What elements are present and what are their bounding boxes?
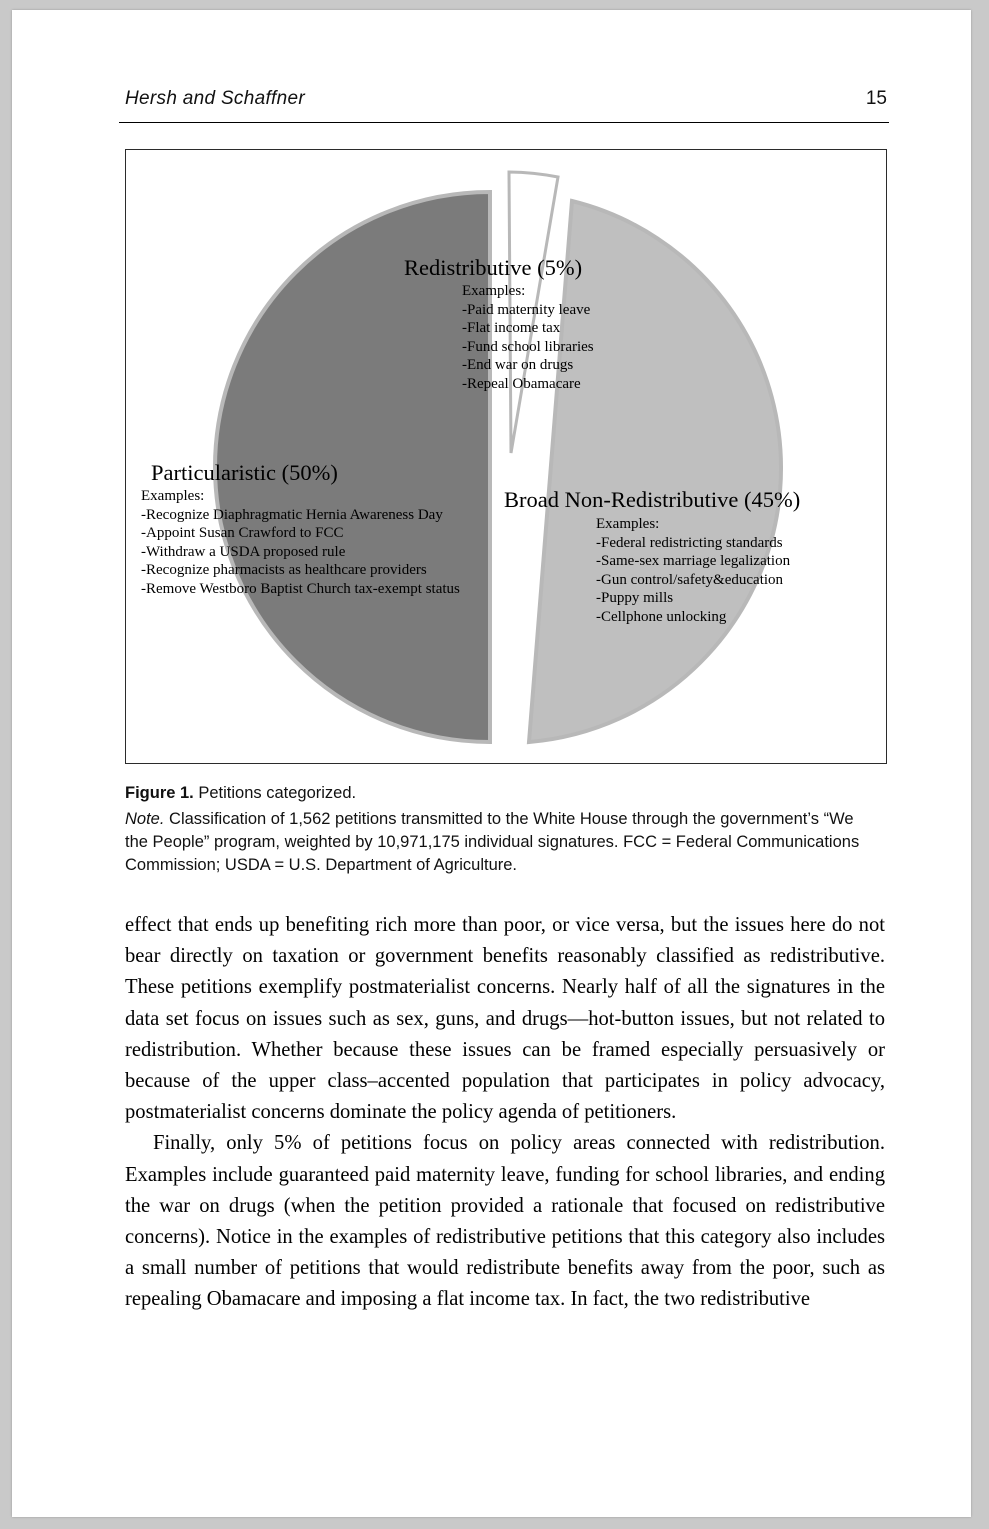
pie-label-redistributive (404, 255, 594, 393)
pie-label-broad-example: -Gun control/safety&education (596, 571, 784, 588)
pie-label-broad-title: Broad Non-Redistributive (45%) (504, 487, 801, 512)
pie-label-particularistic-example: -Recognize pharmacists as healthcare providers (141, 562, 427, 578)
pie-chart (126, 150, 887, 764)
body-text (125, 910, 885, 1316)
pie-label-redistributive-example: -Paid maternity leave (462, 301, 591, 318)
body-paragraph: effect that ends up benefiting rich more than poor, or vice versa, but the issues here do not bear directly on taxation or government benefits reasonably classified as redistributive. These petitions exemplify postmaterialist concerns. Nearly half of all the signatures in the data set focus on issues such as sex, guns, and drugs—hot-button issues, but not related to redistribution. Whether because these issues can be framed especially persuasively or because of the upper class–accented population that participates in policy advocacy, postmaterialist concerns dominate the policy agenda of petitioners. (125, 914, 885, 1124)
pie-label-broad-non-redistributive (504, 487, 800, 626)
pie-label-broad-examples-header: Examples: (596, 516, 660, 532)
pie-label-particularistic-title: Particularistic (50%) (151, 460, 338, 485)
figure-note-lead: Note. (125, 810, 165, 828)
pie-label-particularistic (141, 460, 460, 598)
pie-label-redistributive-example: -End war on drugs (462, 357, 574, 373)
pie-label-redistributive-example: -Repeal Obamacare (462, 375, 581, 392)
pie-label-redistributive-title: Redistributive (5%) (404, 255, 583, 280)
figure-note-text: Classification of 1,562 petitions transmitted to the White House through the government’s “We the People” program, weighted by 10,971,175 individual signatures. FCC = Federal Communications Commission; USDA = U.S. Department of Agriculture. (125, 810, 860, 874)
pie-label-particularistic-examples-header: Examples: (141, 488, 205, 504)
page-number: 15 (865, 88, 887, 109)
figure-panel (125, 149, 887, 764)
running-head-authors: Hersh and Schaffner (125, 88, 305, 109)
pie-label-broad-example: -Same-sex marriage legalization (596, 553, 791, 569)
pie-label-broad-example: -Puppy mills (596, 590, 674, 606)
pie-label-broad-example: -Cellphone unlocking (596, 608, 727, 625)
pie-label-redistributive-example: -Flat income tax (462, 320, 561, 336)
figure-caption-line (125, 782, 877, 805)
pie-label-particularistic-example: -Appoint Susan Crawford to FCC (141, 525, 344, 541)
figure-caption (125, 782, 877, 877)
page-sheet (12, 10, 971, 1517)
pie-label-redistributive-examples-header: Examples: (462, 283, 526, 299)
pie-label-particularistic-example: -Recognize Diaphragmatic Hernia Awareness Day (141, 506, 443, 523)
pie-label-broad-example: -Federal redistricting standards (596, 534, 783, 551)
page-content (119, 10, 889, 1517)
figure-number: Figure 1. (125, 784, 194, 802)
pie-chart-svg (126, 150, 887, 764)
pie-label-particularistic-example: -Withdraw a USDA proposed rule (141, 543, 346, 560)
figure-note (125, 808, 877, 877)
figure-title: Petitions categorized. (198, 784, 357, 802)
pie-label-redistributive-example: -Fund school libraries (462, 338, 594, 355)
body-paragraph: Finally, only 5% of petitions focus on policy areas connected with redistribution. Examples include guaranteed paid maternity leave, funding for school libraries, and ending the war on drugs (when the petition provided a rationale that focused on redistributive concerns). Notice in the examples of redistributive petitions that this category also includes a small number of petitions that would redistribute benefits away from the poor, such as repealing Obamacare and imposing a flat income tax. In fact, the two redistributive (125, 1132, 885, 1311)
running-head (119, 88, 889, 123)
pie-label-particularistic-example: -Remove Westboro Baptist Church tax-exempt status (141, 580, 460, 597)
